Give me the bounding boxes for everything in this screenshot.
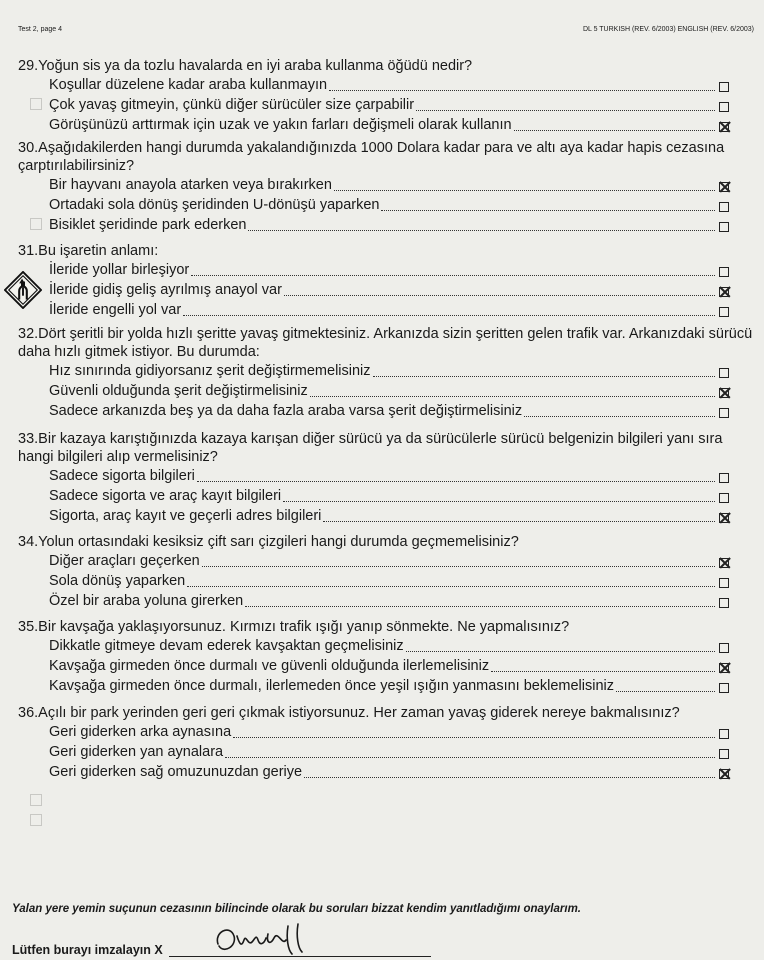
leader-dots <box>245 606 715 607</box>
leader-dots <box>183 315 715 316</box>
question-prompt: Yoğun sis ya da tozlu havalarda en iyi araba kullanma öğüdü nedir? <box>38 58 473 74</box>
question-number: 32. <box>18 326 39 342</box>
question-35 <box>18 618 753 696</box>
answer-checkbox[interactable] <box>719 643 729 653</box>
answer-checkbox[interactable] <box>719 307 729 317</box>
answer-checkbox[interactable] <box>719 729 729 739</box>
answer-option-label: Sola dönüş yaparken <box>49 573 186 589</box>
leader-dots <box>304 777 715 778</box>
affirmation-text: Yalan yere yemin suçunun cezasının bilincinde olarak bu soruları bizzat kendim yanıtladığımı onaylarım. <box>12 903 581 915</box>
answer-checkbox-checked[interactable] <box>719 287 729 297</box>
answer-option[interactable] <box>18 656 753 676</box>
page-header-left: Test 2, page 4 <box>18 26 62 33</box>
answer-checkbox[interactable] <box>719 598 729 608</box>
leader-dots <box>248 230 715 231</box>
answer-checkbox[interactable] <box>719 222 729 232</box>
answer-option[interactable] <box>18 722 753 742</box>
answer-option-label: İleride engelli yol var <box>49 302 182 318</box>
question-text <box>18 325 753 361</box>
answer-option[interactable] <box>18 401 753 421</box>
question-33 <box>18 430 753 526</box>
answer-option-label: Geri giderken arka aynasına <box>49 724 232 740</box>
answer-checkbox[interactable] <box>719 408 729 418</box>
answer-option[interactable] <box>18 571 753 591</box>
leader-dots <box>416 110 715 111</box>
answer-option[interactable] <box>18 300 753 320</box>
question-30 <box>18 139 753 235</box>
answer-checkbox[interactable] <box>719 102 729 112</box>
answer-option-label: Koşullar düzelene kadar araba kullanmayın <box>49 77 328 93</box>
leader-dots <box>491 671 715 672</box>
question-29 <box>18 57 753 135</box>
answer-option-label: Kavşağa girmeden önce durmalı ve güvenli olduğunda ilerlemelisiniz <box>49 658 490 674</box>
question-text <box>18 704 753 722</box>
answer-option[interactable] <box>18 95 753 115</box>
answer-option-label: Sadece sigorta ve araç kayıt bilgileri <box>49 488 282 504</box>
question-text <box>18 533 753 551</box>
answer-option-label: Kavşağa girmeden önce durmalı, ilerlemeden önce yeşil ışığın yanmasını beklemelisiniz <box>49 678 614 694</box>
answer-option[interactable] <box>18 361 753 381</box>
question-text <box>18 139 753 175</box>
question-number: 31. <box>18 243 39 259</box>
answer-option-label: Sigorta, araç kayıt ve geçerli adres bilgileri <box>49 508 322 524</box>
question-number: 33. <box>18 431 39 447</box>
question-number: 34. <box>18 534 39 550</box>
answer-checkbox-checked[interactable] <box>719 558 729 568</box>
page-header-right: DL 5 TURKISH (REV. 6/2003) ENGLISH (REV. 6/2003) <box>582 26 754 33</box>
answer-option-label: Bir hayvanı anayola atarken veya bırakırken <box>49 177 332 193</box>
leader-dots <box>187 586 715 587</box>
answer-option[interactable] <box>18 175 753 195</box>
question-31 <box>18 242 753 320</box>
answer-option[interactable] <box>18 636 753 656</box>
leader-dots <box>616 691 715 692</box>
question-number: 35. <box>18 619 39 635</box>
answer-option[interactable] <box>18 591 753 611</box>
leader-dots <box>373 376 715 377</box>
answer-option[interactable] <box>18 551 753 571</box>
bleed-through-box <box>30 794 42 806</box>
answer-option-label: Sadece sigorta bilgileri <box>49 468 195 484</box>
answer-checkbox[interactable] <box>719 578 729 588</box>
answer-option-label: Özel bir araba yoluna girerken <box>49 593 244 609</box>
answer-option[interactable] <box>18 195 753 215</box>
answer-checkbox[interactable] <box>719 202 729 212</box>
answer-checkbox[interactable] <box>719 473 729 483</box>
question-34 <box>18 533 753 611</box>
answer-option[interactable] <box>18 676 753 696</box>
question-number: 30. <box>18 140 39 156</box>
question-text <box>18 618 753 636</box>
answer-option[interactable] <box>18 762 753 782</box>
bleed-through-box <box>30 814 42 826</box>
question-prompt: Aşağıdakilerden hangi durumda yakalandığınızda 1000 Dolara kadar para ve altı aya kadar hapis cezasına çarptırılabilirsiniz? <box>18 140 725 174</box>
leader-dots <box>284 295 715 296</box>
leader-dots <box>191 275 715 276</box>
answer-option[interactable] <box>18 506 753 526</box>
answer-option-label: Geri giderken sağ omuzunuzdan geriye <box>49 764 303 780</box>
answer-option-label: Geri giderken yan aynalara <box>49 744 224 760</box>
question-number: 36. <box>18 705 39 721</box>
answer-option-label: Çok yavaş gitmeyin, çünkü diğer sürücüler size çarpabilir <box>49 97 415 113</box>
answer-checkbox[interactable] <box>719 683 729 693</box>
question-prompt: Bir kavşağa yaklaşıyorsunuz. Kırmızı trafik ışığı yanıp sönmekte. Ne yapmalısınız? <box>38 619 570 635</box>
question-prompt: Yolun ortasındaki kesiksiz çift sarı çizgileri hangi durumda geçmemelisiniz? <box>38 534 519 550</box>
answer-option[interactable] <box>18 280 753 300</box>
leader-dots <box>514 130 715 131</box>
leader-dots <box>202 566 715 567</box>
leader-dots <box>334 190 715 191</box>
question-32 <box>18 325 753 421</box>
answer-checkbox-checked[interactable] <box>719 769 729 779</box>
answer-checkbox-checked[interactable] <box>719 182 729 192</box>
question-text <box>18 430 753 466</box>
sign-here-label: Lütfen burayı imzalayın X <box>12 943 163 957</box>
answer-option[interactable] <box>18 75 753 95</box>
leader-dots <box>310 396 715 397</box>
question-text <box>18 57 753 75</box>
answer-option-label: Dikkatle gitmeye devam ederek kavşaktan geçmelisiniz <box>49 638 404 654</box>
answer-option[interactable] <box>18 260 753 280</box>
question-text <box>18 242 753 260</box>
leader-dots <box>329 90 715 91</box>
answer-option[interactable] <box>18 466 753 486</box>
answer-option-label: Ortadaki sola dönüş şeridinden U-dönüşü yaparken <box>49 197 380 213</box>
answer-option[interactable] <box>18 215 753 235</box>
leader-dots <box>381 210 715 211</box>
answer-option-label: İleride yollar birleşiyor <box>49 262 190 278</box>
answer-checkbox-checked[interactable] <box>719 663 729 673</box>
answer-option-label: Görüşünüzü arttırmak için uzak ve yakın farları değişmeli olarak kullanın <box>49 117 512 133</box>
answer-option[interactable] <box>18 486 753 506</box>
answer-option-label: Sadece arkanızda beş ya da daha fazla araba varsa şerit değiştirmelisiniz <box>49 403 523 419</box>
answer-checkbox-checked[interactable] <box>719 388 729 398</box>
leader-dots <box>406 651 715 652</box>
answer-checkbox[interactable] <box>719 749 729 759</box>
answer-checkbox[interactable] <box>719 368 729 378</box>
question-prompt: Dört şeritli bir yolda hızlı şeritte yavaş gitmektesiniz. Arkanızda sizin şeritten gelen trafik var. Arkanızdaki sürücü daha hızlı gitmek istiyor. Bu durumda: <box>18 326 753 360</box>
answer-option[interactable] <box>18 381 753 401</box>
answer-option-label: Hız sınırında gidiyorsanız şerit değiştirmemelisiniz <box>49 363 371 379</box>
answer-checkbox[interactable] <box>719 493 729 503</box>
handwritten-signature <box>208 920 318 960</box>
answer-option-label: Güvenli olduğunda şerit değiştirmelisiniz <box>49 383 308 399</box>
question-prompt: Açılı bir park yerinden geri geri çıkmak istiyorsunuz. Her zaman yavaş giderek nereye bakmalısınız? <box>38 705 680 721</box>
answer-option-label: Diğer araçları geçerken <box>49 553 200 569</box>
answer-checkbox[interactable] <box>719 82 729 92</box>
leader-dots <box>233 737 715 738</box>
answer-option-label: İleride gidiş geliş ayrılmış anayol var <box>49 282 282 298</box>
answer-checkbox-checked[interactable] <box>719 122 729 132</box>
leader-dots <box>225 757 715 758</box>
question-36 <box>18 704 753 782</box>
leader-dots <box>524 416 715 417</box>
bleed-through-shadow <box>30 795 730 895</box>
question-number: 29. <box>18 58 39 74</box>
question-prompt: Bu işaretin anlamı: <box>38 243 159 259</box>
leader-dots <box>323 521 715 522</box>
answer-option-label: Bisiklet şeridinde park ederken <box>49 217 247 233</box>
answer-option[interactable] <box>18 115 753 135</box>
leader-dots <box>197 481 715 482</box>
answer-checkbox-checked[interactable] <box>719 513 729 523</box>
leader-dots <box>283 501 715 502</box>
answer-option[interactable] <box>18 742 753 762</box>
answer-checkbox[interactable] <box>719 267 729 277</box>
question-prompt: Bir kazaya karıştığınızda kazaya karışan diğer sürücü ya da sürücülerle sürücü belgenizin bilgileri yanı sıra hangi bilgileri alıp vermelisiniz? <box>18 431 723 465</box>
